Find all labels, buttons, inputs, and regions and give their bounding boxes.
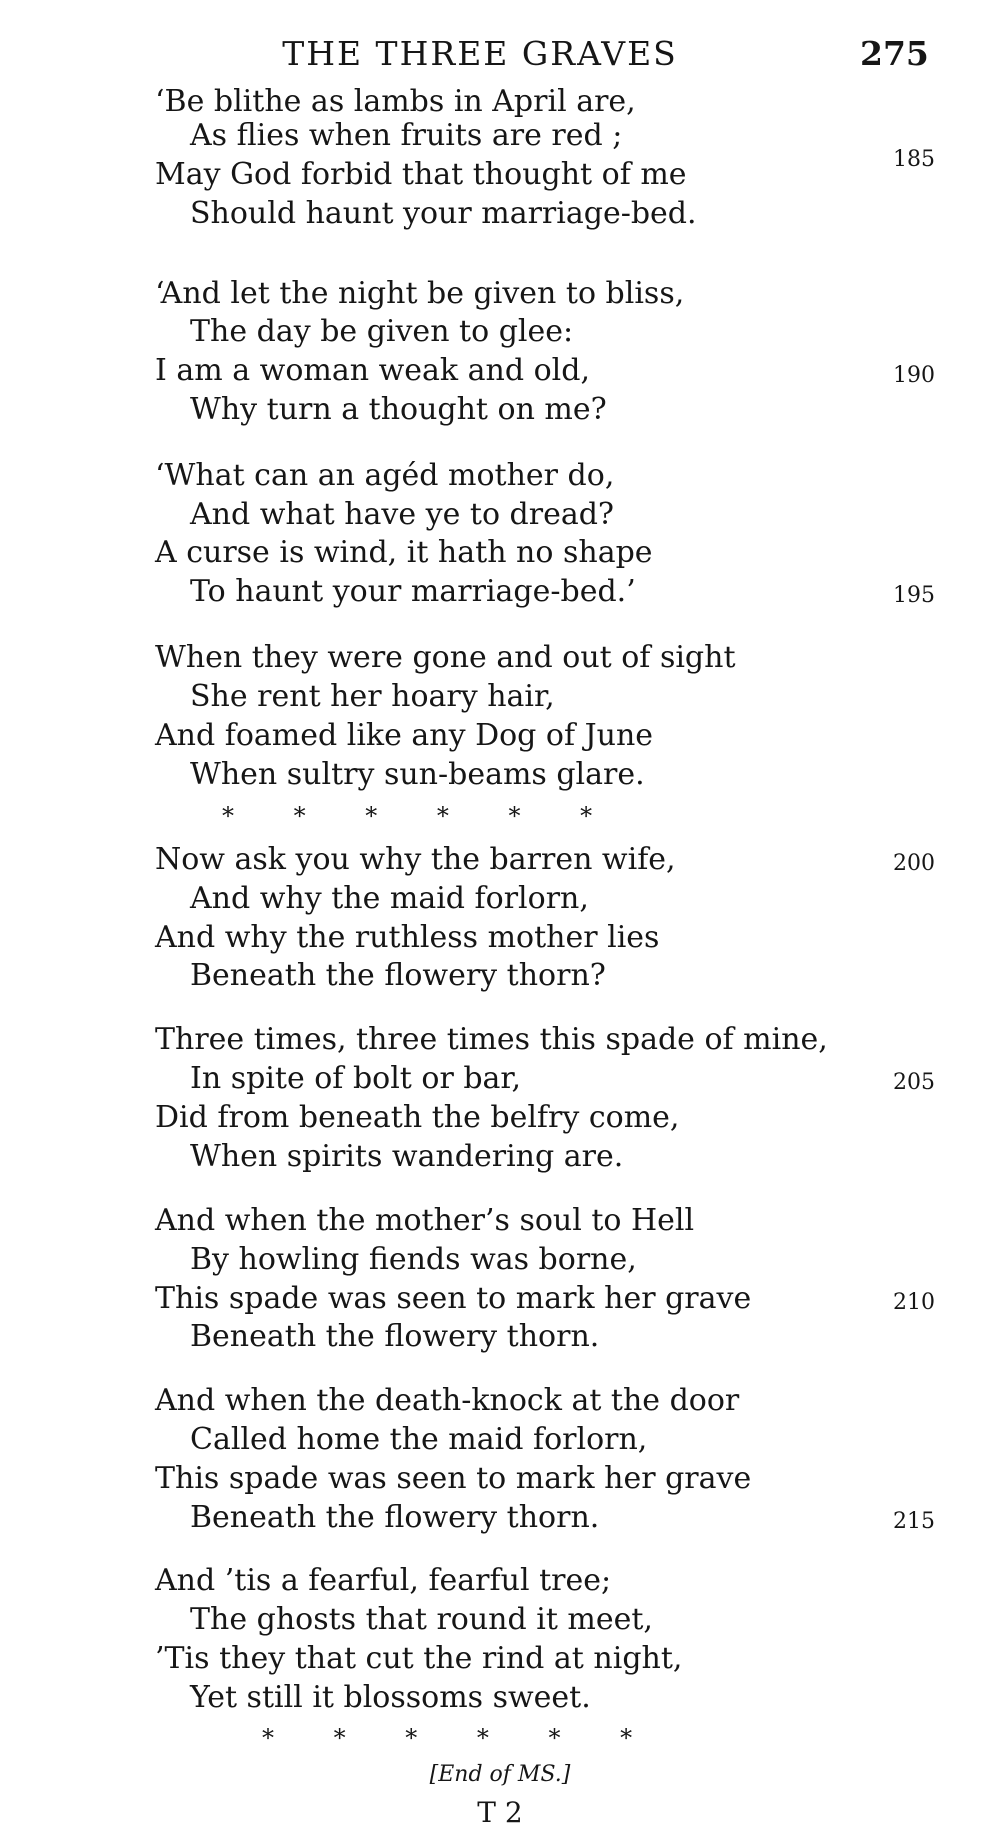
- poem-line: ‘And let the night be given to bliss,: [155, 276, 685, 311]
- poem-line: ‘Be blithe as lambs in April are,: [155, 84, 636, 119]
- poem-line: This spade was seen to mark her grave: [155, 1281, 752, 1316]
- poem-line: Called home the maid forlorn,: [190, 1422, 648, 1457]
- poem-line: I am a woman weak and old,: [155, 353, 590, 388]
- poem-line: ’Tis they that cut the rind at night,: [155, 1641, 683, 1676]
- line-number: 200: [893, 851, 935, 876]
- poem-line: And why the ruthless mother lies: [155, 920, 660, 955]
- signature-mark: T 2: [477, 1796, 523, 1829]
- poem-line: And foamed like any Dog of June: [155, 718, 654, 753]
- poem-line: And ’tis a fearful, fearful tree;: [155, 1563, 612, 1598]
- poem-line: The ghosts that round it meet,: [190, 1602, 653, 1637]
- poem-line: As flies when fruits are red ;: [190, 118, 623, 153]
- poem-line: The day be given to glee:: [190, 314, 574, 349]
- poem-line: This spade was seen to mark her grave: [155, 1461, 752, 1496]
- poem-line: Did from beneath the belfry come,: [155, 1100, 680, 1135]
- poem-line: Now ask you why the barren wife,: [155, 842, 676, 877]
- end-note: [End of MS.]: [429, 1762, 571, 1787]
- poem-line: Why turn a thought on me?: [190, 392, 607, 427]
- poem-line: She rent her hoary hair,: [190, 679, 555, 714]
- poem-line: Beneath the flowery thorn?: [190, 958, 606, 993]
- running-title: THE THREE GRAVES: [282, 34, 678, 73]
- line-number: 210: [893, 1290, 935, 1315]
- poem-line: ‘What can an agéd mother do,: [155, 458, 615, 493]
- poem-line: When spirits wandering are.: [190, 1139, 624, 1174]
- poem-line: A curse is wind, it hath no shape: [155, 535, 653, 570]
- poem-line: When sultry sun-beams glare.: [190, 757, 645, 792]
- poem-line: Beneath the flowery thorn.: [190, 1319, 600, 1354]
- poem-line: And what have ye to dread?: [190, 497, 615, 532]
- poem-line: In spite of bolt or bar,: [190, 1061, 522, 1096]
- poem-line: Beneath the flowery thorn.: [190, 1500, 600, 1535]
- line-number: 185: [893, 147, 935, 172]
- poem-line: Should haunt your marriage-bed.: [190, 196, 697, 231]
- poem-line: And why the maid forlorn,: [190, 881, 589, 916]
- asterism: * * * * * *: [262, 1724, 633, 1752]
- poem-line: To haunt your marriage-bed.’: [190, 574, 636, 609]
- line-number: 190: [893, 363, 935, 388]
- poem-line: And when the mother’s soul to Hell: [155, 1203, 695, 1238]
- poem-line: May God forbid that thought of me: [155, 157, 687, 192]
- poem-line: Three times, three times this spade of mine,: [155, 1022, 828, 1057]
- poem-line: Yet still it blossoms sweet.: [190, 1680, 591, 1715]
- line-number: 195: [893, 583, 935, 608]
- asterism: * * * * * *: [222, 802, 593, 830]
- line-number: 215: [893, 1509, 935, 1534]
- line-number: 205: [893, 1070, 935, 1095]
- page-number: 275: [860, 34, 929, 73]
- poem-line: And when the death-knock at the door: [155, 1383, 740, 1418]
- poem-line: By howling fiends was borne,: [190, 1242, 637, 1277]
- poem-line: When they were gone and out of sight: [155, 640, 736, 675]
